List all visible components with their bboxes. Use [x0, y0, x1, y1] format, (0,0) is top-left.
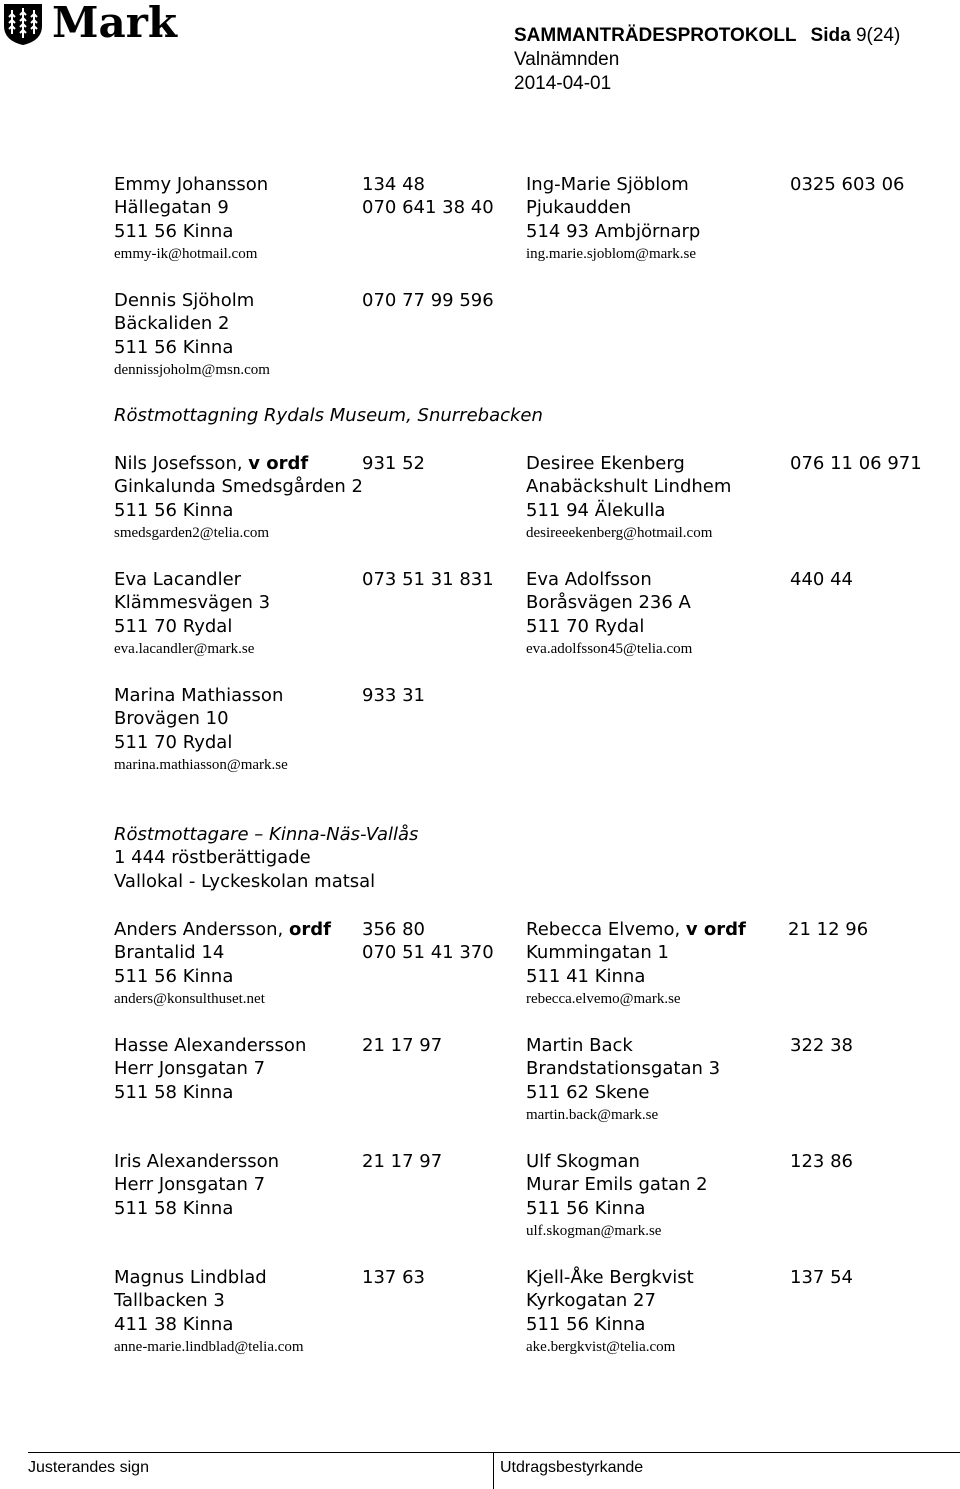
contact-phone: 931 52	[362, 453, 425, 474]
contact-name: Martin Back	[526, 1035, 633, 1056]
contact-street: Brandstationsgatan 3	[526, 1058, 721, 1080]
contact-name: Eva Adolfsson	[526, 569, 652, 590]
contact-city: 514 93 Ambjörnarp	[526, 220, 701, 242]
contact-role: v ordf	[685, 919, 746, 940]
contact-city: 411 38 Kinna	[114, 1313, 234, 1335]
contact-street: Klämmesvägen 3	[114, 592, 271, 614]
contact-phone: 0325 603 06	[790, 174, 905, 195]
contact-phones	[362, 918, 494, 965]
contact-phone: 933 31	[362, 685, 425, 706]
contact-city: 511 56 Kinna	[114, 499, 234, 521]
footer-divider	[28, 1452, 960, 1453]
contact-name: Emmy Johansson	[114, 174, 269, 195]
contact-phones	[362, 1150, 442, 1173]
contact-street: Brovägen 10	[114, 708, 229, 730]
contact-street: Anabäckshult Lindhem	[526, 476, 732, 498]
contact-city: 511 56 Kinna	[114, 965, 234, 987]
contact-city: 511 41 Kinna	[526, 965, 646, 987]
contact-city: 511 56 Kinna	[526, 1197, 646, 1219]
contact-card	[526, 1034, 720, 1126]
contact-street: Pjukaudden	[526, 197, 632, 219]
contact-card	[526, 918, 746, 1010]
footer-column-divider	[493, 1452, 494, 1489]
contact-phone: 073 51 31 831	[362, 569, 494, 590]
polling-venue: Vallokal - Lyckeskolan matsal	[114, 870, 376, 892]
contact-phone: 134 48	[362, 174, 425, 195]
contact-card	[114, 289, 270, 381]
contact-card	[526, 173, 700, 265]
contact-phones	[362, 1266, 425, 1289]
section-heading: Röstmottagare – Kinna-Näs-Vallås	[114, 824, 419, 845]
contact-email: ing.marie.sjoblom@mark.se	[526, 246, 697, 263]
contact-phones	[362, 173, 494, 220]
page-label: Sida	[810, 25, 851, 46]
contact-card	[526, 568, 692, 660]
contact-name: Desiree Ekenberg	[526, 453, 685, 474]
footer-signature-label: Justerandes sign	[28, 1459, 149, 1476]
contact-phone: 070 77 99 596	[362, 290, 494, 311]
contact-street: Kummingatan 1	[526, 942, 669, 964]
contact-phones	[790, 1266, 853, 1289]
contact-street: Tallbacken 3	[114, 1290, 225, 1312]
municipal-crest-icon	[2, 2, 44, 46]
contact-phone: 070 641 38 40	[362, 197, 494, 219]
contact-email: smedsgarden2@telia.com	[114, 525, 270, 542]
contact-card	[114, 684, 288, 776]
committee-name: Valnämnden	[514, 49, 620, 70]
contact-email: anders@konsulthuset.net	[114, 991, 265, 1008]
contact-phone: 356 80	[362, 919, 425, 940]
section-heading-block	[114, 823, 418, 893]
contact-phone: 076 11 06 971	[790, 453, 922, 474]
contact-city: 511 70 Rydal	[526, 615, 645, 637]
contact-card	[114, 173, 268, 265]
contact-street: Hällegatan 9	[114, 197, 229, 219]
contact-card	[526, 1266, 694, 1358]
contact-card	[114, 1266, 304, 1358]
contact-name: Ulf Skogman	[526, 1151, 640, 1172]
contact-card	[526, 452, 731, 544]
meeting-date: 2014-04-01	[514, 73, 612, 94]
contact-email: rebecca.elvemo@mark.se	[526, 991, 681, 1008]
contact-phones	[788, 918, 868, 941]
contact-email: eva.adolfsson45@telia.com	[526, 641, 693, 658]
contact-phones	[362, 568, 494, 591]
contact-name: Nils Josefsson,	[114, 453, 249, 474]
contact-phones	[790, 1034, 853, 1057]
contact-city: 511 70 Rydal	[114, 731, 233, 753]
contact-street: Kyrkogatan 27	[526, 1290, 656, 1312]
contact-city: 511 94 Älekulla	[526, 499, 666, 521]
contact-card	[526, 1150, 708, 1242]
contact-name: Ing-Marie Sjöblom	[526, 174, 689, 195]
contact-card	[114, 1034, 306, 1104]
contact-phones	[362, 452, 425, 475]
contact-role: v ordf	[248, 453, 309, 474]
footer-certification-label: Utdragsbestyrkande	[500, 1459, 644, 1476]
contact-city: 511 58 Kinna	[114, 1081, 234, 1103]
contact-email: dennissjoholm@msn.com	[114, 362, 270, 379]
contact-phones	[790, 173, 905, 196]
contact-name: Eva Lacandler	[114, 569, 242, 590]
page-header	[514, 24, 900, 96]
contact-city: 511 62 Skene	[526, 1081, 650, 1103]
contact-phone: 440 44	[790, 569, 853, 590]
contact-phones	[362, 684, 425, 707]
contact-phone: 070 51 41 370	[362, 942, 494, 964]
page-number: 9(24)	[855, 25, 901, 46]
contact-email: martin.back@mark.se	[526, 1107, 659, 1124]
contact-name: Anders Andersson,	[114, 919, 289, 940]
contact-phone: 137 54	[790, 1267, 853, 1288]
contact-name: Kjell-Åke Bergkvist	[526, 1267, 694, 1288]
contact-city: 511 56 Kinna	[114, 336, 234, 358]
contact-email: marina.mathiasson@mark.se	[114, 757, 288, 774]
contact-card	[114, 452, 363, 544]
contact-email: emmy-ik@hotmail.com	[114, 246, 258, 263]
contact-phones	[790, 452, 922, 475]
contact-street: Herr Jonsgatan 7	[114, 1058, 266, 1080]
contact-email: desireeekenberg@hotmail.com	[526, 525, 713, 542]
contact-name: Hasse Alexandersson	[114, 1035, 307, 1056]
contact-phone: 21 17 97	[362, 1151, 443, 1172]
contact-email: ulf.skogman@mark.se	[526, 1223, 662, 1240]
contact-street: Brantalid 14	[114, 942, 225, 964]
contact-phone: 21 17 97	[362, 1035, 443, 1056]
contact-email: ake.bergkvist@telia.com	[526, 1339, 676, 1356]
contact-email: eva.lacandler@mark.se	[114, 641, 255, 658]
contact-card	[114, 918, 331, 1010]
contact-name: Magnus Lindblad	[114, 1267, 267, 1288]
voter-count: 1 444 röstberättigade	[114, 847, 311, 869]
contact-street: Bäckaliden 2	[114, 313, 230, 335]
contact-street: Boråsvägen 236 A	[526, 592, 691, 614]
contact-card	[114, 568, 270, 660]
contact-phone: 137 63	[362, 1267, 425, 1288]
contact-city: 511 70 Rydal	[114, 615, 233, 637]
contact-city: 511 58 Kinna	[114, 1197, 234, 1219]
contact-street: Murar Emils gatan 2	[526, 1174, 708, 1196]
contact-phones	[790, 568, 853, 591]
contact-role: ordf	[288, 919, 331, 940]
contact-name: Rebecca Elvemo,	[526, 919, 686, 940]
contact-name: Dennis Sjöholm	[114, 290, 255, 311]
contact-name: Iris Alexandersson	[114, 1151, 280, 1172]
contact-street: Ginkalunda Smedsgården 2	[114, 476, 363, 498]
contact-phones	[362, 289, 494, 312]
contact-email: anne-marie.lindblad@telia.com	[114, 1339, 304, 1356]
section-heading: Röstmottagning Rydals Museum, Snurrebacken	[114, 405, 543, 426]
contact-phone: 123 86	[790, 1151, 853, 1172]
logo-text: Mark	[52, 0, 177, 47]
contact-city: 511 56 Kinna	[526, 1313, 646, 1335]
contact-street: Herr Jonsgatan 7	[114, 1174, 266, 1196]
contact-city: 511 56 Kinna	[114, 220, 234, 242]
contact-phones	[790, 1150, 853, 1173]
contact-phone: 322 38	[790, 1035, 853, 1056]
contact-phones	[362, 1034, 442, 1057]
contact-card	[114, 1150, 279, 1220]
contact-name: Marina Mathiasson	[114, 685, 284, 706]
contact-phone: 21 12 96	[788, 919, 869, 940]
document-title: SAMMANTRÄDESPROTOKOLL	[514, 25, 797, 46]
